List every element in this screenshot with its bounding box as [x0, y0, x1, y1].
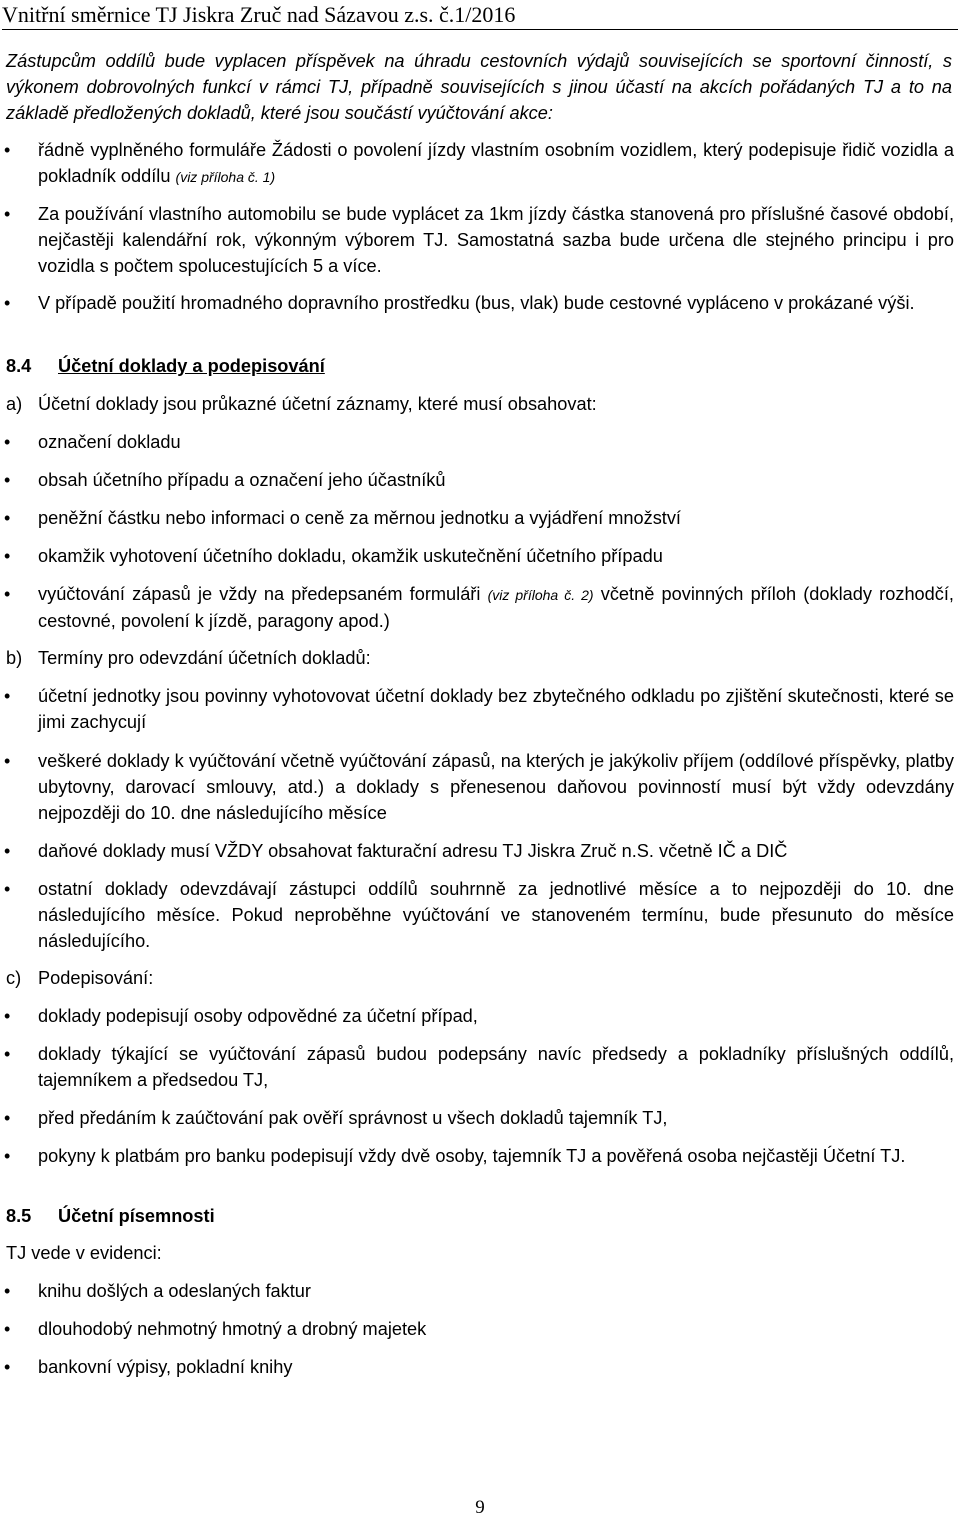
submission-deadlines-list	[0, 683, 958, 954]
page-number: 9	[475, 1497, 485, 1518]
list-item: • ostatní doklady odevzdávají zástupci oddílů souhrnně za jednotlivé měsíce a to nejpozději do 10. dne následujícího měsíce. Pokud neproběhne vyúčtování ve stanoveném termínu, bude přesunuto do měsíce následujícího.	[0, 876, 958, 954]
list-item: • účetní jednotky jsou povinny vyhotovovat účetní doklady bez zbytečného odkladu po zjištění skutečnosti, které se jimi zachycují	[0, 683, 958, 735]
list-item: • označení dokladu	[0, 429, 958, 455]
intro-paragraph: Zástupcům oddílů bude vyplacen příspěvek na úhradu cestovních výdajů souvisejících se sportovní činností, s výkonem dobrovolných funkcí v rámci TJ, případně souvisejících s jinou účastí na akcích pořádaných TJ a to na základě předložených dokladů, které jsou součástí vyúčtování akce:	[6, 51, 952, 123]
annex-reference: (viz příloha č. 1)	[175, 169, 276, 185]
list-item: • řádně vyplněného formuláře Žádosti o povolení jízdy vlastním osobním vozidlem, který podepisuje řidič vozidla a pokladník oddílu (viz příloha č. 1)	[0, 137, 958, 190]
subsection-c	[6, 965, 958, 991]
list-item: • dlouhodobý nehmotný hmotný a drobný majetek	[0, 1316, 958, 1342]
document-body	[0, 48, 958, 1380]
list-item: • vyúčtování zápasů je vždy na předepsaném formuláři (viz příloha č. 2) včetně povinných příloh (doklady rozhodčí, cestovné, povolení k jízdě, paragony apod.)	[0, 581, 958, 634]
list-item: • peněžní částku nebo informaci o ceně za měrnou jednotku a vyjádření množství	[0, 505, 958, 531]
subsection-text: Podepisování:	[38, 968, 154, 988]
document-requirements-list	[0, 429, 958, 634]
list-item: • veškeré doklady k vyúčtování včetně vyúčtování zápasů, na kterých je jakýkoliv příjem (oddílové příspěvky, platby ubytovny, darovací smlouvy, atd.) a doklady s přenesenou daňovou povinností musí být vždy odevzdány nejpozději do 10. dne následujícího měsíce	[0, 748, 958, 826]
list-item: • doklady týkající se vyúčtování zápasů budou podepsány navíc předsedy a pokladníky příslušných oddílů, tajemníkem a předsedou TJ,	[0, 1041, 958, 1093]
list-item: • Za používání vlastního automobilu se bude vyplácet za 1km jízdy částka stanovená pro příslušné časové období, nejčastěji kalendářní rok, výkonným výborem TJ. Samostatná sazba bude určena dle stejného principu i pro vozidla s počtem spolucestujících 5 a více.	[0, 201, 958, 279]
list-item: • okamžik vyhotovení účetního dokladu, okamžik uskutečnění účetního případu	[0, 543, 958, 569]
list-item: • obsah účetního případu a označení jeho účastníků	[0, 467, 958, 493]
evidence-list	[0, 1278, 958, 1380]
section-heading-8-4	[6, 353, 958, 379]
list-item: • knihu došlých a odeslaných faktur	[0, 1278, 958, 1304]
list-item: • bankovní výpisy, pokladní knihy	[0, 1354, 958, 1380]
section-title: Účetní doklady a podepisování	[58, 356, 325, 376]
list-item: • před předáním k zaúčtování pak ověří správnost u všech dokladů tajemník TJ,	[0, 1105, 958, 1131]
list-item: • daňové doklady musí VŽDY obsahovat fakturační adresu TJ Jiskra Zruč n.S. včetně IČ a DIČ	[0, 838, 958, 864]
annex-reference: (viz příloha č. 2)	[487, 587, 594, 603]
subsection-letter: c)	[6, 968, 22, 988]
subsection-b	[6, 645, 958, 671]
subsection-a	[6, 391, 958, 417]
subsection-letter: a)	[6, 394, 23, 414]
travel-expense-list	[0, 137, 958, 316]
evidence-intro: TJ vede v evidenci:	[6, 1243, 162, 1263]
section-number: 8.4	[6, 356, 32, 376]
subsection-letter: b)	[6, 648, 23, 668]
list-item: • doklady podepisují osoby odpovědné za účetní případ,	[0, 1003, 958, 1029]
section-number: 8.5	[6, 1206, 32, 1226]
subsection-text: Účetní doklady jsou průkazné účetní záznamy, které musí obsahovat:	[38, 394, 597, 414]
subsection-text: Termíny pro odevzdání účetních dokladů:	[38, 648, 371, 668]
list-item: • pokyny k platbám pro banku podepisují vždy dvě osoby, tajemník TJ a pověřená osoba nejčastěji Účetní TJ.	[0, 1143, 958, 1169]
list-item: • V případě použití hromadného dopravního prostředku (bus, vlak) bude cestovné vypláceno v prokázané výši.	[0, 290, 958, 316]
signing-list	[0, 1003, 958, 1169]
page-header-title: Vnitřní směrnice TJ Jiskra Zruč nad Sázavou z.s. č.1/2016	[2, 0, 958, 30]
section-title: Účetní písemnosti	[58, 1206, 215, 1226]
section-heading-8-5	[6, 1203, 958, 1229]
